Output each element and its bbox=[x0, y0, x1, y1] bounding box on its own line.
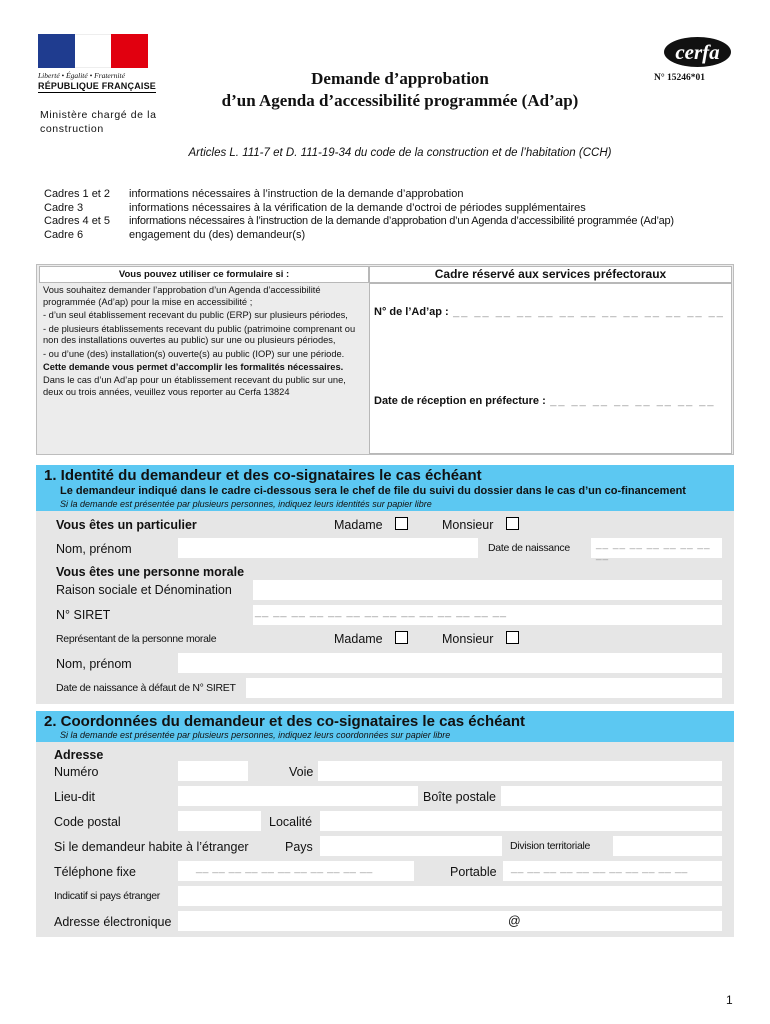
cadre-row: Cadre 6 engagement du (des) demandeur(s) bbox=[44, 228, 306, 241]
numero-input[interactable] bbox=[178, 761, 248, 781]
usage-heading: Vous pouvez utiliser ce formulaire si : bbox=[39, 266, 369, 283]
section1-title: 1. Identité du demandeur et des co-signataires le cas échéant bbox=[44, 467, 482, 484]
etranger-label: Si le demandeur habite à l’étranger bbox=[54, 840, 249, 854]
republic-motto: Liberté • Égalité • Fraternité bbox=[38, 71, 125, 80]
nom-prenom-label: Nom, prénom bbox=[56, 542, 132, 556]
section1-header bbox=[36, 465, 734, 511]
portable-label: Portable bbox=[450, 865, 497, 879]
raison-sociale-input[interactable] bbox=[253, 580, 722, 600]
section2-body bbox=[36, 742, 734, 937]
at-sign: @ bbox=[508, 914, 521, 928]
voie-input[interactable] bbox=[318, 761, 722, 781]
reception-date-row: Date de réception en préfecture : __ __ __ __ __ __ __ __ bbox=[374, 395, 716, 407]
section1-body bbox=[36, 511, 734, 704]
adresse-label: Adresse bbox=[54, 748, 104, 762]
cadre-row: Cadre 3 informations nécessaires à la vérification de la demande d’octroi de périodes supplémentaires bbox=[44, 201, 586, 214]
siret-label: N° SIRET bbox=[56, 608, 111, 622]
particulier-label: Vous êtes un particulier bbox=[56, 518, 197, 532]
pays-label: Pays bbox=[285, 840, 313, 854]
code-postal-label: Code postal bbox=[54, 815, 121, 829]
monsieur-label: Monsieur bbox=[442, 518, 494, 532]
indicatif-label: Indicatif si pays étranger bbox=[54, 890, 161, 902]
madame-checkbox[interactable] bbox=[395, 517, 408, 530]
ministry-name: Ministère chargé de la construction bbox=[40, 109, 157, 135]
date-naissance-label: Date de naissance bbox=[488, 542, 570, 554]
nom-prenom-input[interactable] bbox=[178, 538, 478, 558]
cerfa-number: N° 15246*01 bbox=[654, 73, 706, 83]
republic-name: RÉPUBLIQUE FRANÇAISE bbox=[38, 81, 157, 91]
monsieur-checkbox[interactable] bbox=[506, 517, 519, 530]
form-title: Demande d’approbation d’un Agenda d’accessibilité programmée (Ad’ap) bbox=[221, 69, 579, 110]
date-defaut-input[interactable] bbox=[246, 678, 722, 698]
localite-input[interactable] bbox=[320, 811, 722, 831]
section2-header bbox=[36, 711, 734, 742]
prefecture-reserved bbox=[369, 283, 732, 454]
indicatif-input[interactable] bbox=[178, 886, 722, 906]
email-input[interactable] bbox=[178, 911, 722, 931]
date-naissance-input[interactable]: __ __ __ __ __ __ __ __ bbox=[591, 538, 722, 558]
legal-articles: Articles L. 111-7 et D. 111-19-34 du code de la construction et de l’habitation (CCH) bbox=[188, 147, 612, 159]
page-number: 1 bbox=[726, 993, 733, 1007]
siret-input[interactable]: __ __ __ __ __ __ __ __ __ __ __ __ __ __ bbox=[253, 605, 722, 625]
cerfa-logo: cerfa bbox=[664, 37, 731, 67]
representant-label: Représentant de la personne morale bbox=[56, 633, 217, 645]
usage-text: Vous souhaitez demander l’approbation d’un Agenda d’accessibilité programmée (Ad’ap) pour la mise en accessibilité ; - d’un seul établissement recevant du public (ERP) sur plusieurs périodes, - de plusieurs établissements recevant du public (patrimoine comprenant ou non des installations ouvertes au public) sur une ou plusieurs périodes, - ou d’une (des) installation(s) ouverte(s) au public (IOP) sur une période. Cette demande vous permet d’accomplir les formalités nécessaires. Dans le cas d’un Ad’ap pour un établissement recevant du public sur une, deux ou trois années, veuillez vous reporter au Cerfa 13824 bbox=[43, 285, 356, 397]
nom-prenom2-label: Nom, prénom bbox=[56, 657, 132, 671]
nom-prenom2-input[interactable] bbox=[178, 653, 722, 673]
boite-postale-input[interactable] bbox=[501, 786, 722, 806]
prefecture-heading: Cadre réservé aux services préfectoraux bbox=[369, 266, 732, 283]
marianne-logo bbox=[38, 34, 148, 68]
section2-note: Si la demande est présentée par plusieurs personnes, indiquez leurs coordonnées sur papier libre bbox=[60, 730, 451, 740]
cadres-list bbox=[44, 188, 674, 242]
adap-number-field[interactable]: __ __ __ __ __ __ __ __ __ __ __ __ __ bbox=[453, 306, 725, 318]
pays-input[interactable] bbox=[320, 836, 502, 856]
lieu-dit-input[interactable] bbox=[178, 786, 418, 806]
division-input[interactable] bbox=[613, 836, 722, 856]
madame-label: Madame bbox=[334, 518, 383, 532]
adap-number-row: N° de l’Ad’ap : __ __ __ __ __ __ __ __ __ __ __ __ __ bbox=[374, 306, 725, 318]
telephone-input[interactable]: __ __ __ __ __ __ __ __ __ __ __ bbox=[178, 861, 414, 881]
cadre-row: Cadres 4 et 5 informations nécessaires à l’instruction de la demande d’approbation d’un Agenda d’accessibilité programmée (Ad’ap) bbox=[44, 215, 674, 227]
cadre-row: Cadres 1 et 2 informations nécessaires à l’instruction de la demande d’approbation bbox=[44, 188, 464, 200]
personne-morale-label: Vous êtes une personne morale bbox=[56, 565, 245, 579]
telephone-label: Téléphone fixe bbox=[54, 865, 137, 879]
date-defaut-label: Date de naissance à défaut de N° SIRET bbox=[56, 682, 236, 694]
voie-label: Voie bbox=[289, 765, 314, 779]
portable-input[interactable]: __ __ __ __ __ __ __ __ __ __ __ bbox=[503, 861, 722, 881]
section2-title: 2. Coordonnées du demandeur et des co-signataires le cas échéant bbox=[44, 713, 525, 730]
raison-sociale-label: Raison sociale et Dénomination bbox=[56, 583, 232, 597]
section1-subtitle: Le demandeur indiqué dans le cadre ci-dessous sera le chef de file du suivi du dossier dans le cas d’un co-financement bbox=[60, 485, 686, 497]
monsieur2-checkbox[interactable] bbox=[506, 631, 519, 644]
numero-label: Numéro bbox=[54, 765, 99, 779]
boite-postale-label: Boîte postale bbox=[423, 790, 496, 804]
reception-date-field[interactable]: __ __ __ __ __ __ __ __ bbox=[550, 395, 716, 407]
code-postal-input[interactable] bbox=[178, 811, 261, 831]
madame2-checkbox[interactable] bbox=[395, 631, 408, 644]
localite-label: Localité bbox=[269, 815, 313, 829]
division-label: Division territoriale bbox=[510, 840, 591, 852]
monsieur2-label: Monsieur bbox=[442, 632, 494, 646]
lieu-dit-label: Lieu-dit bbox=[54, 790, 95, 804]
email-label: Adresse électronique bbox=[54, 915, 172, 929]
madame2-label: Madame bbox=[334, 632, 383, 646]
section1-note: Si la demande est présentée par plusieurs personnes, indiquez leurs identités sur papier libre bbox=[60, 499, 432, 509]
info-box bbox=[36, 264, 734, 455]
